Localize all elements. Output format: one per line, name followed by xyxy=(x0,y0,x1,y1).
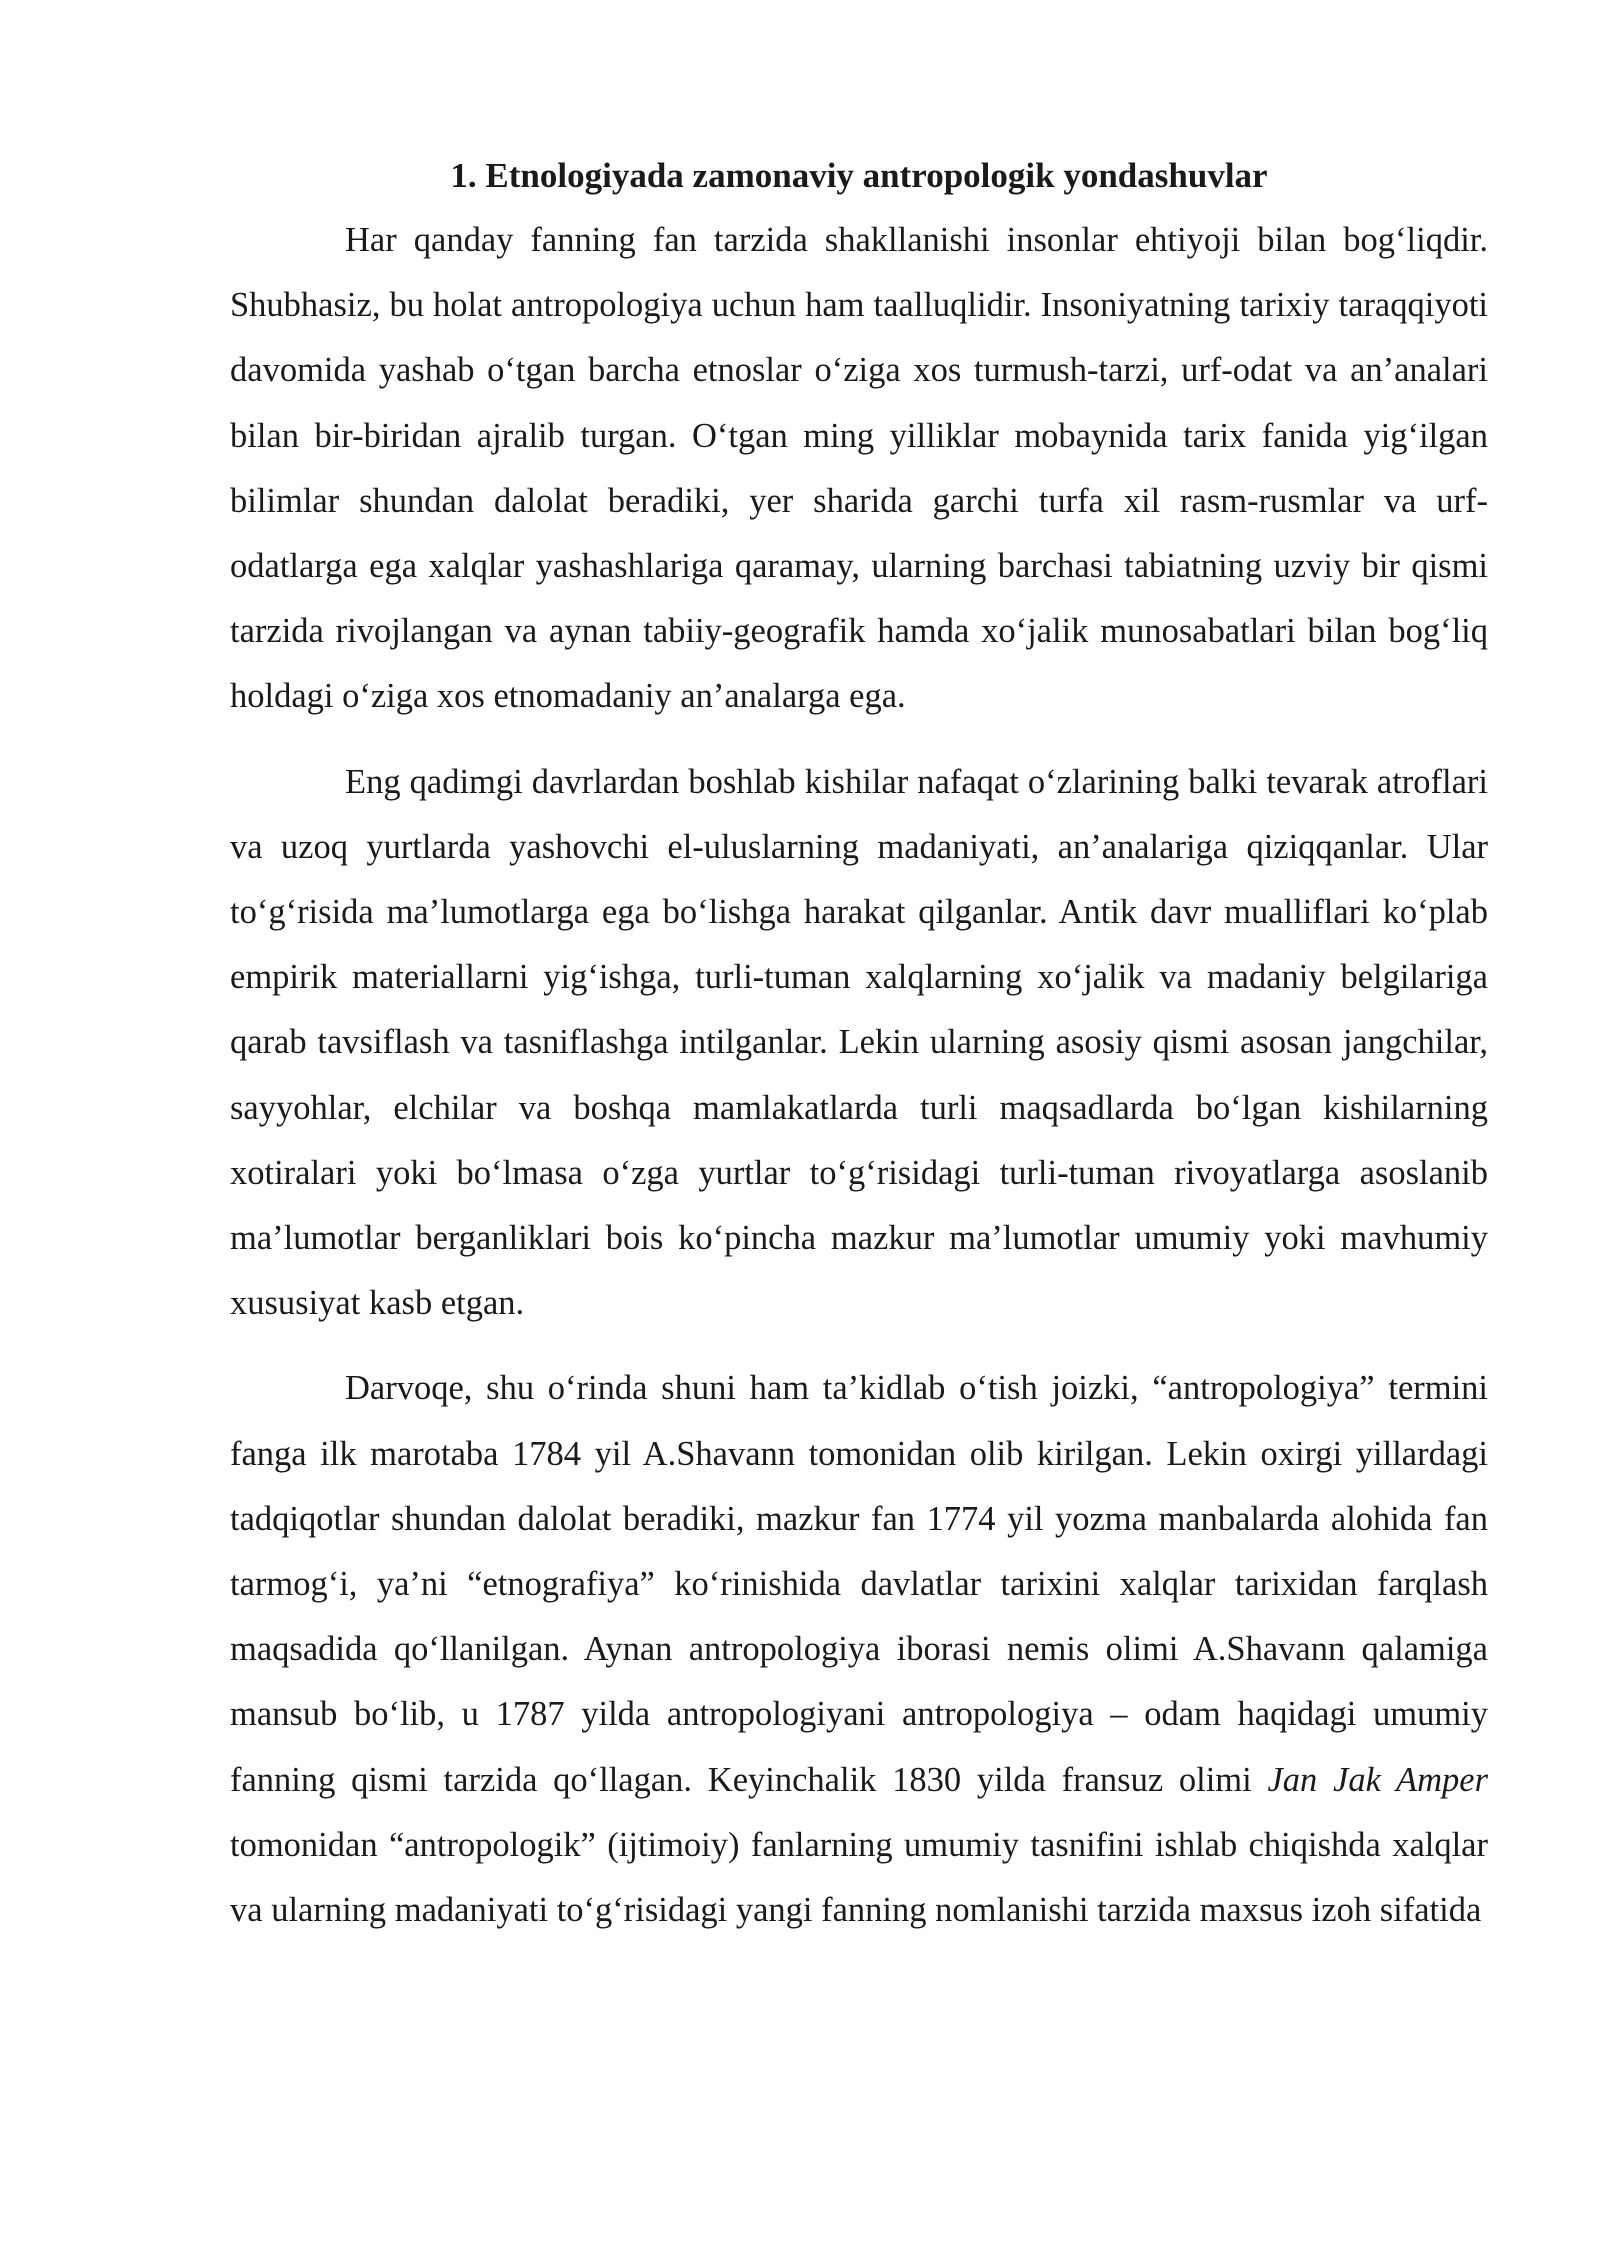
paragraph-2: Eng qadimgi davrlardan boshlab kishilar nafaqat o‘zlarining balki tevarak atroflari va uzoq yurtlarda yashovchi el-uluslarning madaniyati, an’analariga qiziqqanlar. Ular to‘g‘risida ma’lumotlarga ega bo‘lishga harakat qilganlar. Antik davr mualliflari ko‘plab empirik materiallarni yig‘ishga, turli-tuman xalqlarning xo‘jalik va madaniy belgilariga qarab tavsiflash va tasniflashga intilganlar. Lekin ularning asosiy qismi asosan jangchilar, sayyohlar, elchilar va boshqa mamlakatlarda turli maqsadlarda bo‘lgan kishilarning xotiralari yoki bo‘lmasa o‘zga yurtlar to‘g‘risidagi turli-tuman rivoyatlarga asoslanib ma’lumotlar berganliklari bois ko‘pincha mazkur ma’lumotlar umumiy yoki mavhumiy xususiyat kasb etgan. xyxy=(230,762,1488,1323)
paragraph-1: Har qanday fanning fan tarzida shakllanishi insonlar ehtiyoji bilan bog‘liqdir. Shubhasiz, bu holat antropologiya uchun ham taalluqlidir. Insoniyatning tarixiy taraqqiyoti davomida yashab o‘tgan barcha etnoslar o‘ziga xos turmush-tarzi, urf-odat va an’analari bilan bir-biridan ajralib turgan. O‘tgan ming yilliklar mobaynida tarix fanida yig‘ilgan bilimlar shundan dalolat beradiki, yer sharida garchi turfa xil rasm-rusmlar va urf-odatlarga ega xalqlar yashashlariga qaramay, ularning barchasi tabiatning uzviy bir qismi tarzida rivojlangan va aynan tabiiy-geografik hamda xo‘jalik munosabatlari bilan bog‘liq holdagi o‘ziga xos etnomadaniy an’analarga ega. xyxy=(230,221,1488,716)
paragraph-3-text-before: Darvoqe, shu o‘rinda shuni ham ta’kidlab o‘tish joizki, “antropologiya” termini fanga ilk marotaba 1784 yil A.Shavann tomonidan olib kirilgan. Lekin oxirgi yillardagi tadqiqotlar shundan dalolat beradiki, mazkur fan 1774 yil yozma manbalarda alohida fan tarmog‘i, ya’ni “etnografiya” ko‘rinishida davlatlar tarixini xalqlar tarixidan farqlash maqsadida qo‘llanilgan. Aynan antropologiya iborasi nemis olimi A.Shavann qalamiga mansub bo‘lib, u 1787 yilda antropologiyani antropologiya – odam haqidagi umumiy fanning qismi tarzida qo‘llagan. Keyinchalik 1830 yilda fransuz olimi xyxy=(230,1369,1488,1799)
paragraph-3-text-after: tomonidan “antropologik” (ijtimoiy) fanlarning umumiy tasnifini ishlab chiqishda xalqlar va ularning madaniyati to‘g‘risidagi yangi fanning nomlanishi tarzida maxsus izoh sifatida xyxy=(230,1825,1488,1930)
section-heading: 1. Etnologiyada zamonaviy antropologik yondashuvlar xyxy=(450,156,1268,195)
paragraph-3 xyxy=(230,1356,1488,1943)
italic-author-name: Jan Jak Amper xyxy=(1267,1760,1488,1799)
document-page xyxy=(230,150,1488,1943)
